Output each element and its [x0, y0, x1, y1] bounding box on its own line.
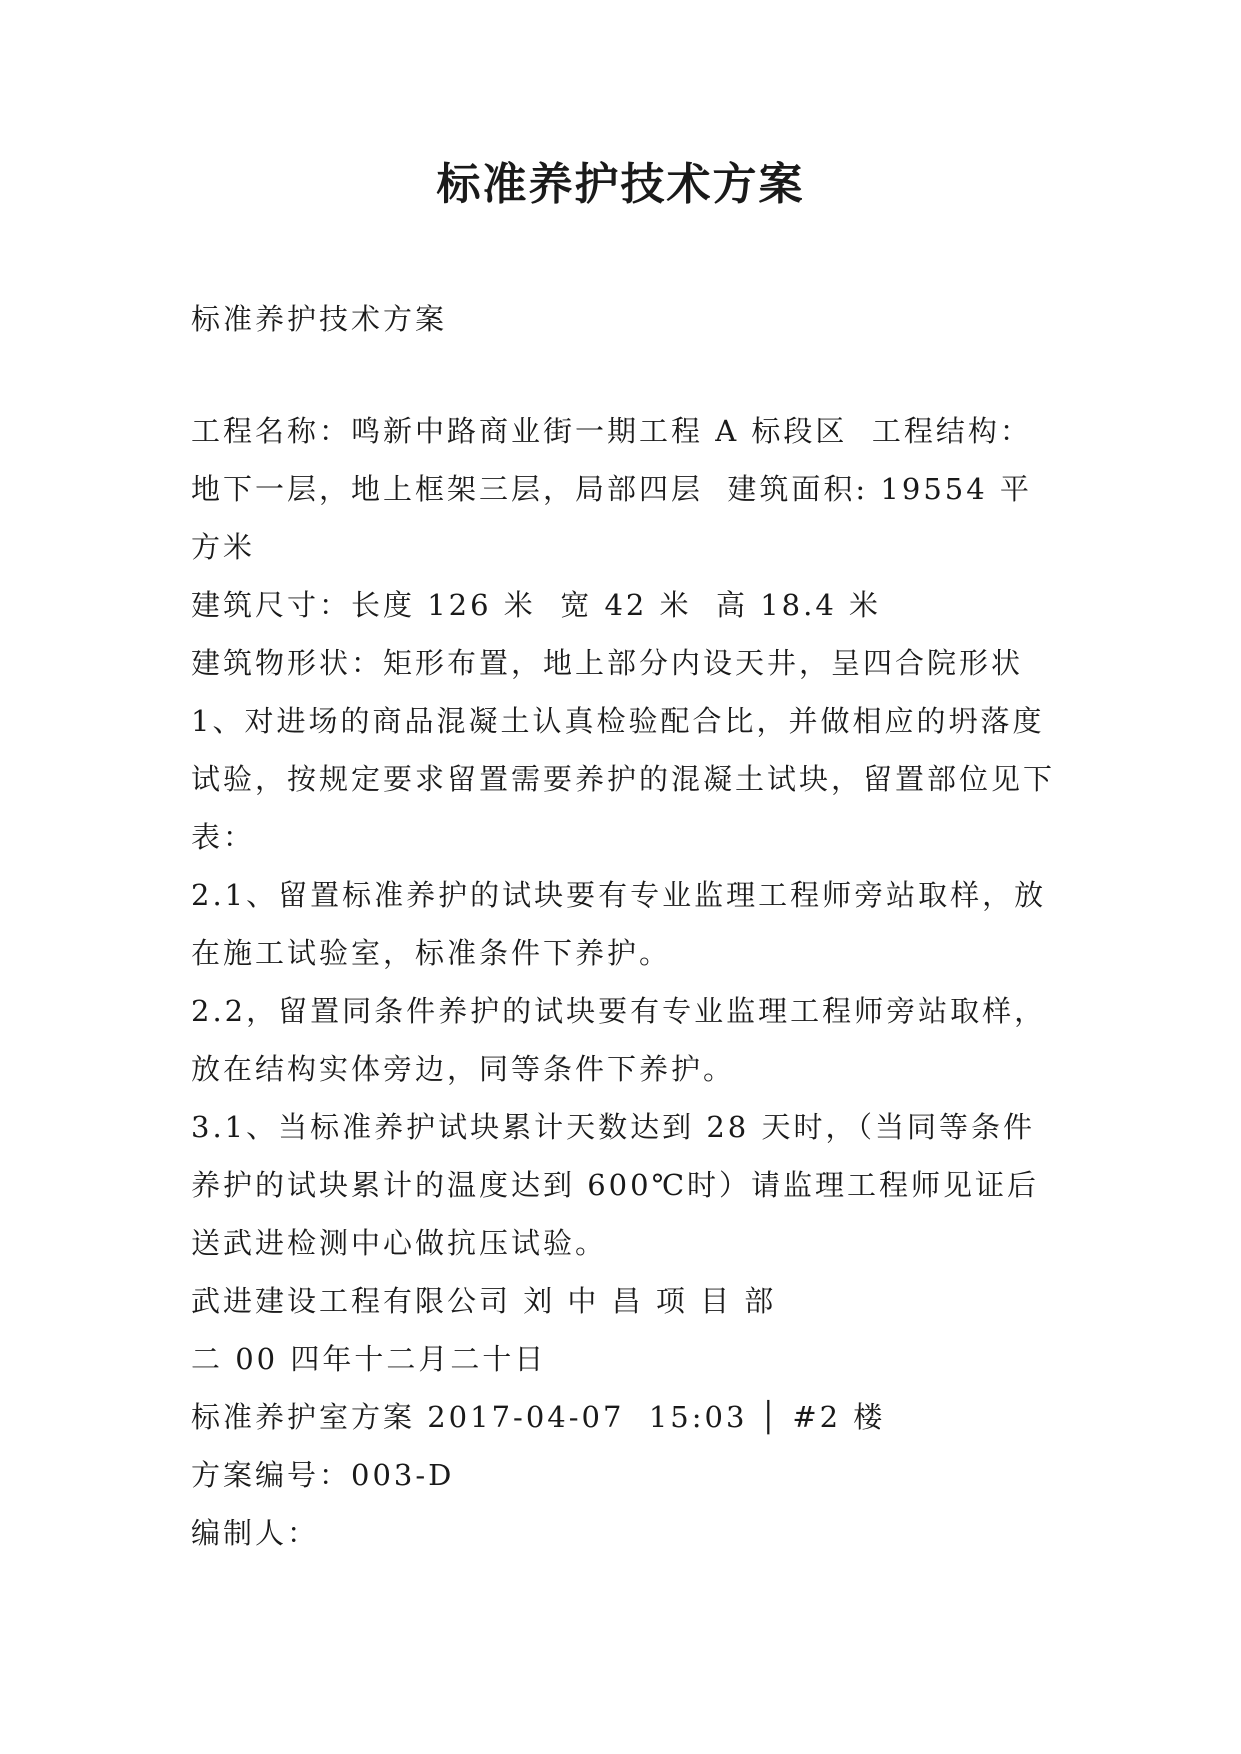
step-2-1-paragraph: 2.1、留置标准养护的试块要有专业监理工程师旁站取样，放在施工试验室，标准条件下养护。: [191, 878, 1047, 970]
document-subtitle: 标准养护技术方案: [191, 302, 448, 336]
date-line: 二 00 四年十二月二十日: [191, 1342, 547, 1376]
author-line: 编制人：: [191, 1516, 320, 1550]
company-department-line: 武进建设工程有限公司 刘 中 昌 项 目 部: [191, 1284, 777, 1318]
post-meta-line: 标准养护室方案 2017-04-07 15:03 │ #2 楼: [191, 1400, 886, 1434]
step-3-1-paragraph: 3.1、当标准养护试块累计天数达到 28 天时，（当同等条件养护的试块累计的温度达到 600℃时）请监理工程师见证后送武进检测中心做抗压试验。: [191, 1110, 1040, 1260]
document-title: 标准养护技术方案: [436, 159, 805, 210]
document-body: [191, 402, 1061, 1562]
plan-number-line: 方案编号：003-D: [191, 1458, 455, 1492]
building-dimensions-paragraph: 建筑尺寸：长度 126 米 宽 42 米 高 18.4 米: [191, 588, 882, 622]
subtitle-block: [191, 290, 1061, 348]
project-info-paragraph: 工程名称：鸣新中路商业街一期工程 A 标段区 工程结构：地下一层，地上框架三层，局部四层 建筑面积: 19554 平方米: [191, 414, 1032, 564]
step-1-paragraph: 1、对进场的商品混凝土认真检验配合比，并做相应的坍落度试验，按规定要求留置需要养护的混凝土试块，留置部位见下表：: [191, 704, 1056, 854]
building-shape-paragraph: 建筑物形状：矩形布置，地上部分内设天井，呈四合院形状: [191, 646, 1024, 680]
step-2-2-paragraph: 2.2，留置同条件养护的试块要有专业监理工程师旁站取样，放在结构实体旁边，同等条件下养护。: [191, 994, 1047, 1086]
